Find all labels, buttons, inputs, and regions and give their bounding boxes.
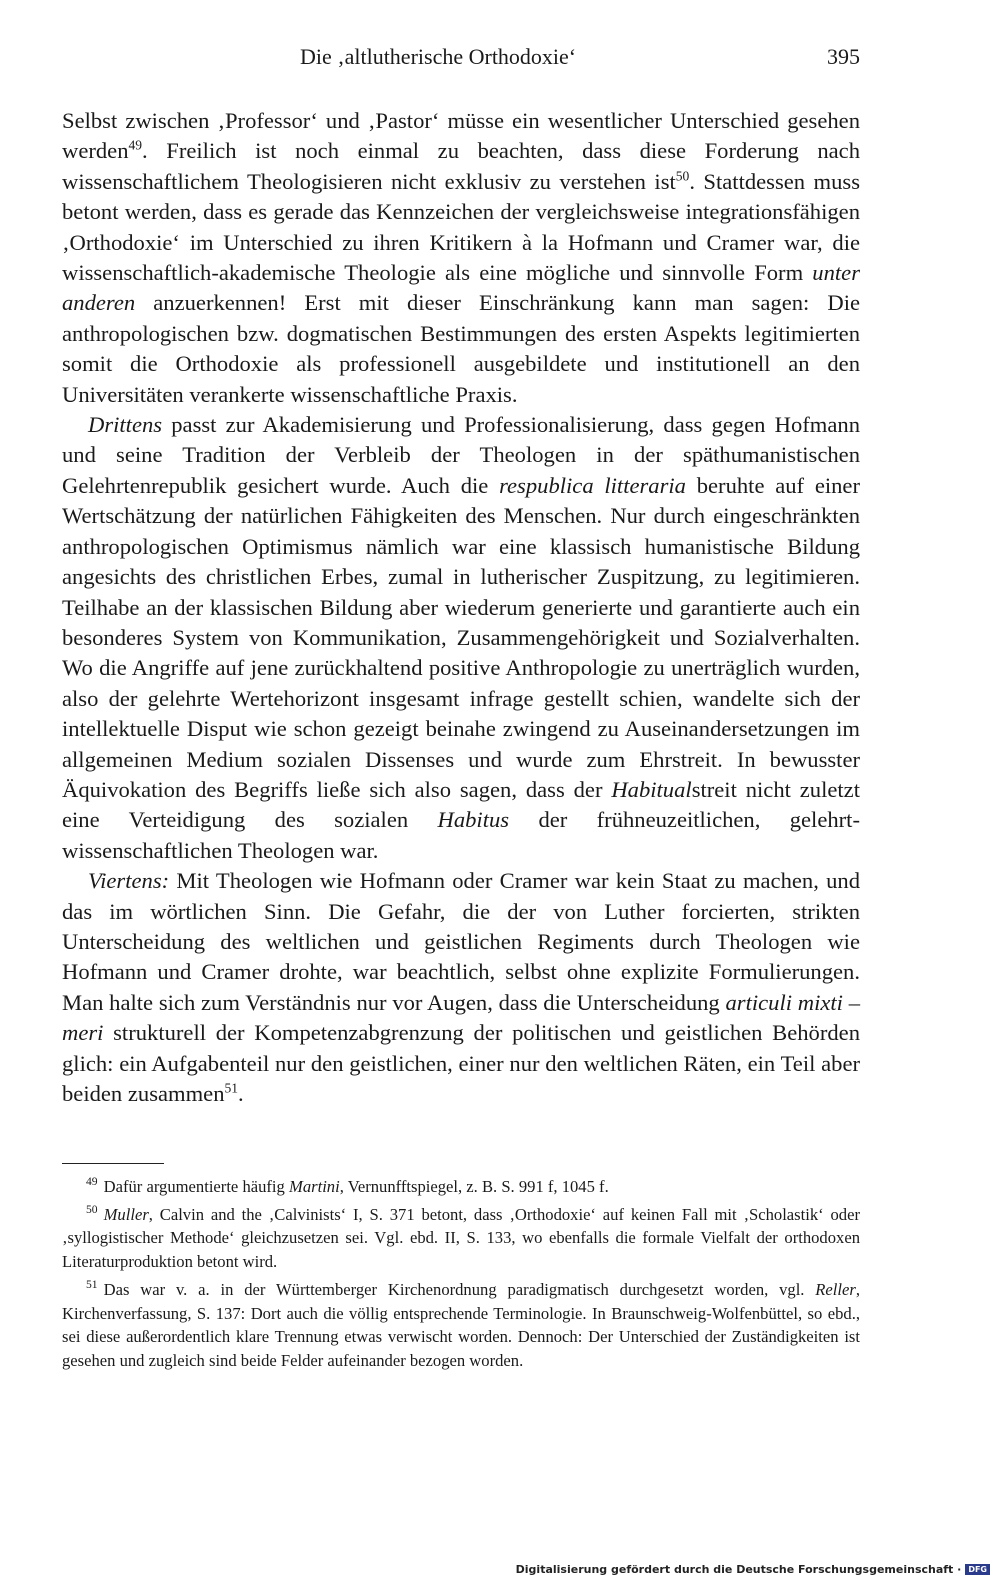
paragraph-2 — [62, 410, 860, 866]
text-run: Selbst zwischen ‚Professor‘ und ‚Pastor‘ müsse ein wesentlicher Unterschied gesehen werden — [62, 108, 860, 164]
emphasis: Reller — [815, 1279, 856, 1299]
footnote-number: 50 — [86, 1203, 98, 1217]
digitization-banner — [516, 1563, 990, 1576]
text-run: der frühneuzeitlichen, gelehrt-wissenschaftlichen Theologen war. — [62, 807, 860, 863]
text-run: Das war v. a. in der Württemberger Kirchenordnung paradigmatisch durchgesetzt worden, vgl. — [103, 1279, 816, 1299]
text-run: beruhte auf einer Wertschätzung der natürlichen Fähigkeiten des Menschen. Nur durch eingeschränkten anthropologischen Optimismus nämlich war eine klassisch humanistische Bildung angesichts des christlichen Erbes, zumal in lutherischer Zuspitzung, zu legitimieren. Teilhabe an der klassischen Bildung aber wiederum generierte und garantierte auch ein besonderes System von Kommunikation, Zusammengehörigkeit und Sozialverhalten. Wo die Angriffe auf jene zurückhaltend positive Anthropologie zu unerträglich wurden, also der gelehrte Wertehorizont insgesamt infrage gestellt schien, wandelte sich der intellektuelle Disput wie schon gezeigt beinahe zwingend zu Auseinandersetzungen im allgemeinen Medium sozialen Dissenses und wurde zum Ehrstreit. In bewusster Äquivokation des Begriffs ließe sich also sagen, dass der — [62, 472, 860, 802]
emphasis: unter anderen — [62, 260, 860, 316]
dfg-logo-icon: DFG — [965, 1564, 990, 1575]
text-run: anzuerkennen! Erst mit dieser Einschränkung kann man sagen: Die anthropologischen bzw. dogmatischen Bestimmungen des ersten Aspekts legitimierten somit die Orthodoxie als professionell ausgebildete und institutionell an den Universitäten verankerte wissenschaftliche Praxis. — [62, 290, 860, 407]
emphasis: respublica litteraria — [499, 472, 686, 498]
footnotes — [62, 1175, 860, 1377]
emphasis: Habitual — [611, 776, 692, 802]
emphasis: articuli mixti – meri — [62, 989, 861, 1046]
text-run: . Stattdessen muss betont werden, dass es gerade das Kennzeichen der vergleichsweise integrationsfähigen ‚Orthodoxie‘ im Unterschied zu ihren Kritikern à la Hofmann und Cramer war, die wissenschaftlich-akademische Theologie als eine mögliche und sinnvolle Form — [62, 168, 860, 286]
page-header — [62, 44, 860, 80]
footnote-50 — [62, 1203, 860, 1274]
text-run: , Vernunfftspiegel, z. B. S. 991 f, 1045 f. — [339, 1177, 609, 1196]
text-run: Dafür argumentierte häufig — [103, 1177, 289, 1196]
footnote-ref-49: 49 — [128, 137, 143, 153]
emphasis: Viertens: — [88, 868, 170, 894]
running-title: Die ‚altlutherische Orthodoxie‘ — [300, 44, 577, 69]
paragraph-1 — [62, 106, 860, 410]
footnote-number: 49 — [86, 1175, 98, 1189]
emphasis: Habitus — [437, 807, 510, 833]
text-run: . — [238, 1081, 244, 1106]
footnote-51 — [62, 1278, 860, 1373]
main-text — [62, 106, 860, 1109]
footnote-ref-51: 51 — [224, 1080, 239, 1096]
text-run: Mit Theologen wie Hofmann oder Cramer war kein Staat zu machen, und das im wörtlichen Sinn. Die Gefahr, die der von Luther forcierten, strikten Unterscheidung des weltlichen und geistlichen Regiments durch Theologen wie Hofmann und Cramer drohte, war beachtlich, selbst ohne explizite Formulierungen. Man halte sich zum Verständnis nur vor Augen, dass die Unterscheidung — [62, 868, 860, 1015]
text-run: , Calvin and the ‚Calvinists‘ I, S. 371 betont, dass ‚Orthodoxie‘ auf keinen Fall mit ‚Scholastik‘ oder ‚syllogistischer Methode‘ gleichzusetzen sei. Vgl. ebd. II, S. 133, wo ebenfalls die formale Vielfalt der orthodoxen Literaturproduktion betont wird. — [62, 1204, 860, 1272]
text-run: streit nicht zuletzt eine Verteidigung des sozialen — [62, 776, 860, 833]
footnote-number: 51 — [86, 1278, 98, 1292]
page-number: 395 — [827, 44, 860, 69]
banner-text: Digitalisierung gefördert durch die Deutsche Forschungsgemeinschaft · — [515, 1563, 962, 1576]
emphasis: Martini — [289, 1177, 340, 1196]
text-run: strukturell der Kompetenzabgrenzung der politischen und geistlichen Behörden glich: ein Aufgabenteil nur den geistlichen, einer nur den weltlichen Räten, ein Teil aber beiden zusammen — [62, 1020, 860, 1106]
text-run: . Freilich ist noch einmal zu beachten, dass diese Forderung nach wissenschaftlichem Theologisieren nicht exklusiv zu verstehen ist — [62, 138, 860, 194]
text-run: , Kirchenverfassung, S. 137: Dort auch die völlig entsprechende Terminologie. In Braunschweig-Wolfenbüttel, so ebd., sei diese außerordentlich klare Trennung etwas verwischt worden. Dennoch: Der Unterschied der Zuständigkeiten ist gesehen und zugleich sind beide Felder aufeinander bezogen worden. — [62, 1279, 860, 1370]
footnote-separator — [62, 1163, 164, 1164]
footnote-ref-50: 50 — [675, 168, 690, 184]
footnote-49 — [62, 1175, 860, 1199]
text-run: passt zur Akademisierung und Professionalisierung, dass gegen Hofmann und seine Tradition der Verbleib der Theologen in der späthumanistischen Gelehrtenrepublik gesichert wurde. Auch die — [62, 412, 860, 498]
emphasis: Drittens — [88, 412, 163, 438]
emphasis: Muller — [103, 1204, 149, 1224]
paragraph-3 — [62, 866, 860, 1109]
